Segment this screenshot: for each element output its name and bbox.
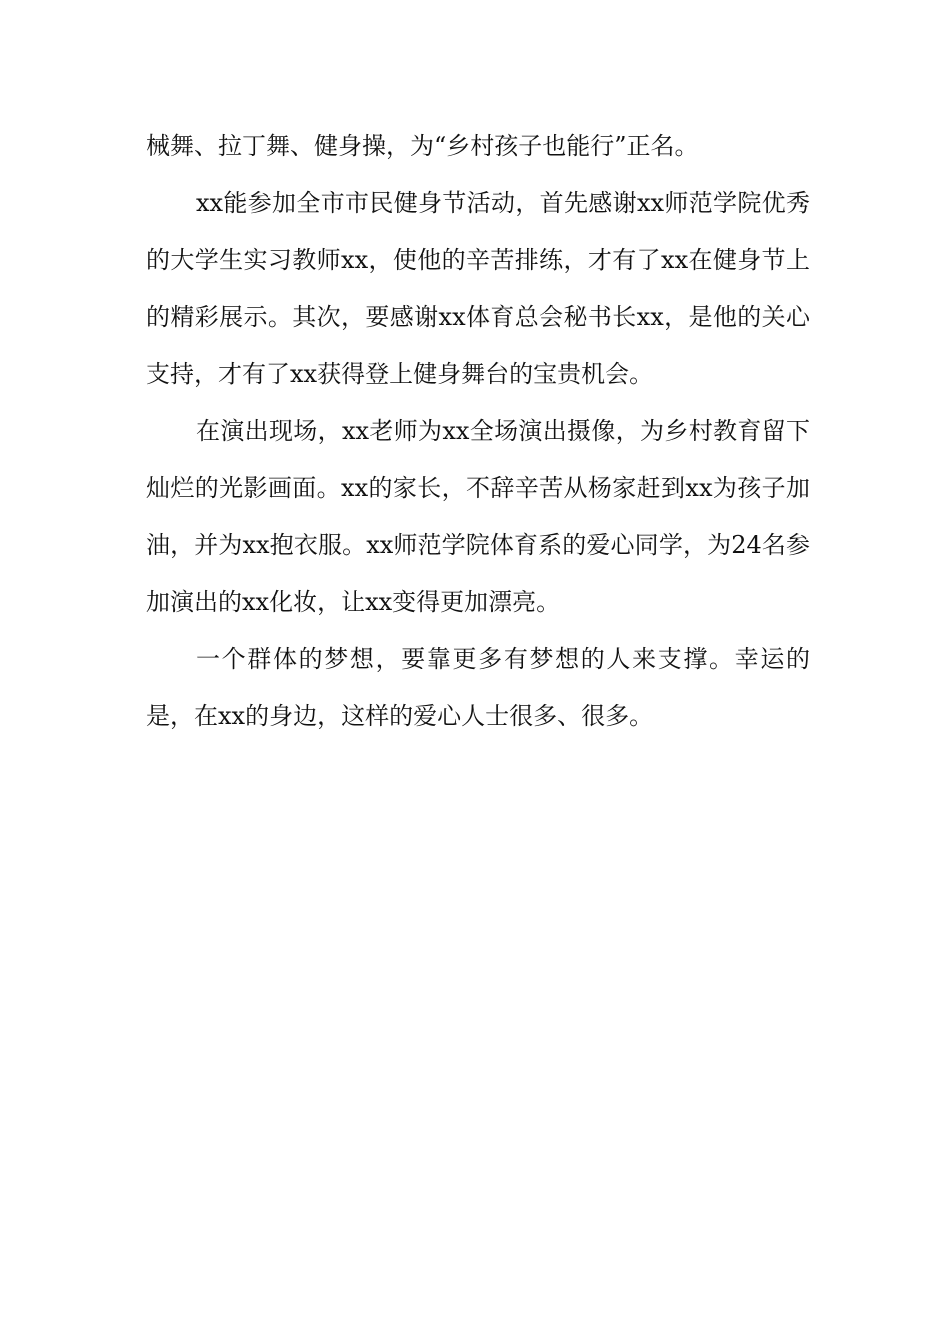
- paragraph-continuation: 械舞、拉丁舞、健身操，为“乡村孩子也能行”正名。: [146, 132, 699, 160]
- paragraph-performance-scene: 在演出现场，xx老师为xx全场演出摄像，为乡村教育留下灿烂的光影画面。xx的家长，不辞辛苦从杨家赶到xx为孩子加油，并为xx抱衣服。xx师范学院体育系的爱心同学，为24名参加演出的xx化妆，让xx变得更加漂亮。: [146, 417, 810, 616]
- paragraph-dream: 一个群体的梦想，要靠更多有梦想的人来支撑。幸运的是，在xx的身边，这样的爱心人士很多、很多。: [146, 645, 810, 730]
- paragraph-thanks: xx能参加全市市民健身节活动，首先感谢xx师范学院优秀的大学生实习教师xx，使他的辛苦排练，才有了xx在健身节上的精彩展示。其次，要感谢xx体育总会秘书长xx，是他的关心支持，才有了xx获得登上健身舞台的宝贵机会。: [146, 189, 810, 388]
- document-body: [146, 118, 810, 745]
